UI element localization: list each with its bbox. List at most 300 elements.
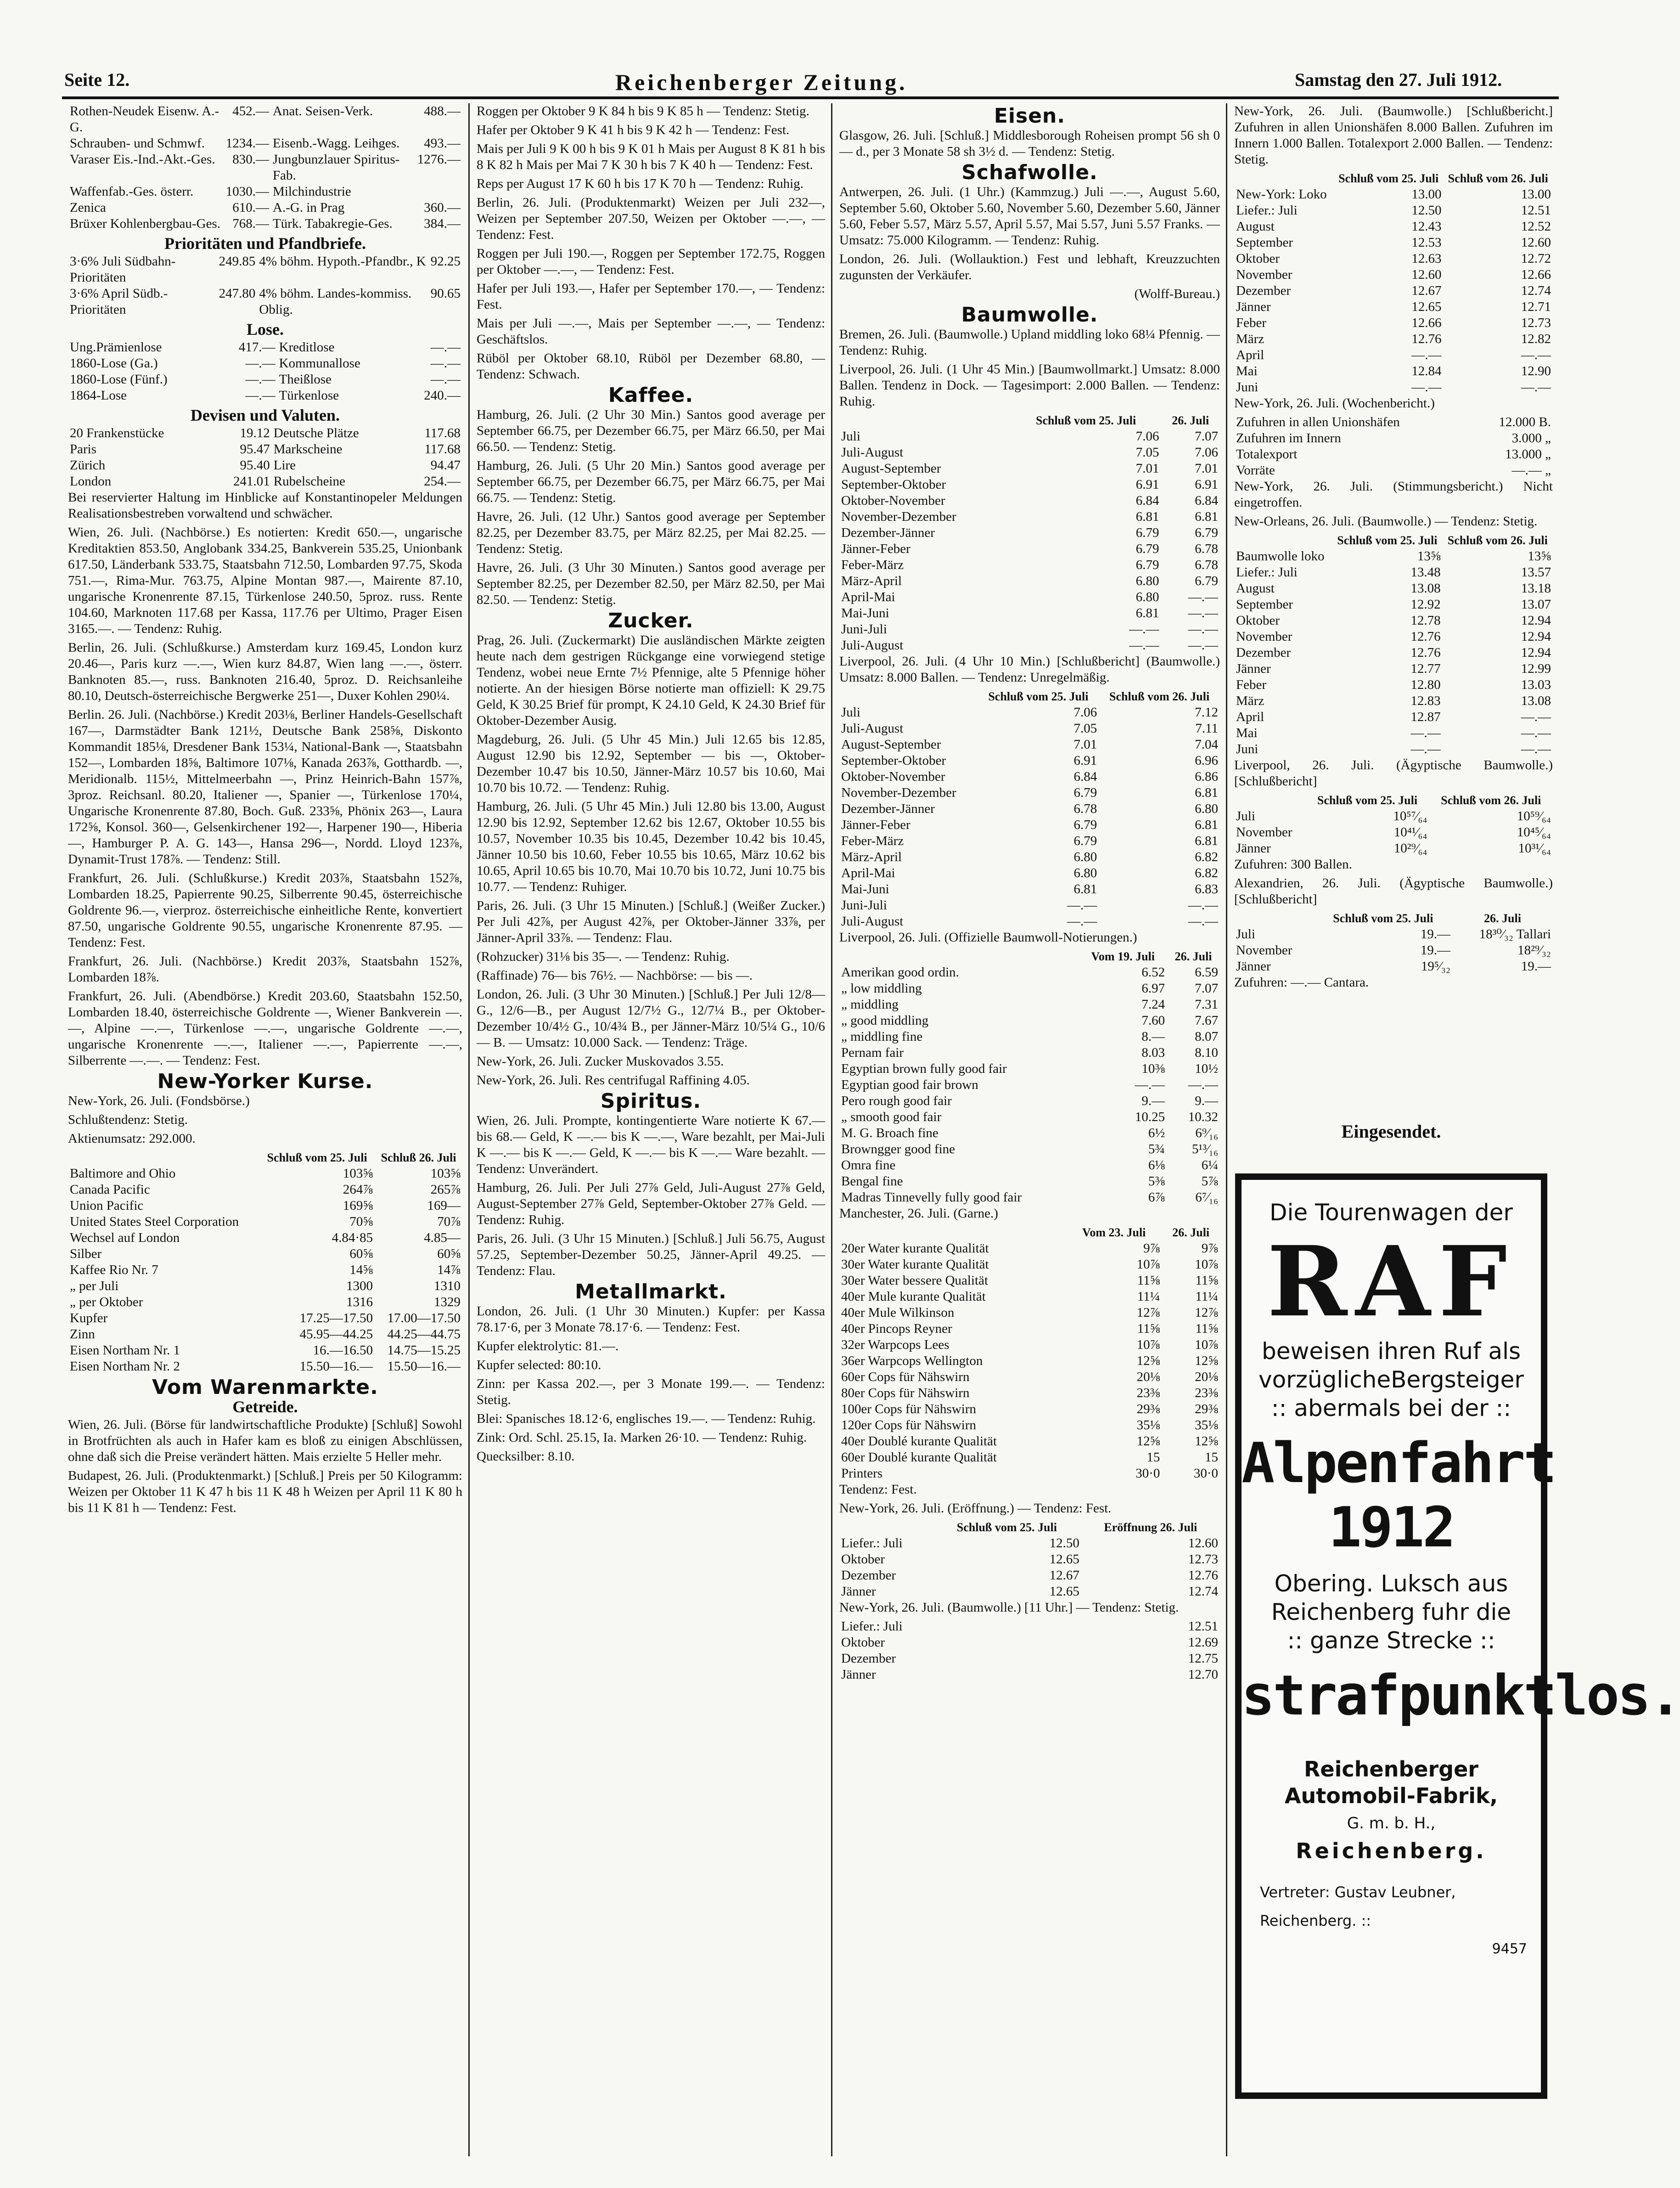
table-cell: Baltimore and Ohio	[70, 1166, 176, 1181]
table-cell: 3.000 „	[1511, 431, 1551, 445]
table-cell: 1316	[346, 1295, 373, 1309]
table-cell: Wechsel auf London	[70, 1230, 180, 1245]
table-row	[68, 474, 462, 490]
table-cell: 19⁵⁄₃₂	[1421, 959, 1451, 974]
table-row	[68, 200, 462, 216]
market-report: Tendenz: Fest.	[839, 1482, 917, 1497]
table-cell: Eisenb.-Wagg. Leihges.	[273, 136, 400, 151]
table-row	[1234, 959, 1553, 975]
table-cell: —.—	[1067, 898, 1097, 913]
table-cell: 12.73	[1521, 316, 1551, 330]
table-cell: 13⅝	[1528, 549, 1551, 564]
table-cell: 4% böhm. Landes-kommiss. Oblig.	[259, 286, 412, 317]
table-cell: Silber	[70, 1246, 102, 1261]
table-cell: Zinn	[70, 1327, 95, 1342]
table-row	[839, 1141, 1220, 1157]
table-row	[839, 541, 1220, 557]
table-cell: Feber	[1236, 677, 1267, 692]
table-row	[68, 1214, 462, 1230]
table-cell: —.—	[245, 372, 275, 387]
table-row	[68, 103, 462, 135]
table-cell: —.—	[1188, 898, 1218, 913]
table-cell: 92.25	[430, 254, 461, 269]
table-row	[839, 1241, 1220, 1257]
table-cell: 6.83	[1195, 882, 1218, 897]
table-cell: 11¼	[1195, 1289, 1218, 1304]
ad-code: 9457	[1492, 1941, 1527, 1957]
market-report: New-York, 26. Juli. Res centrifugal Raffining 4.05.	[477, 1073, 750, 1088]
market-report: Antwerpen, 26. Juli. (1 Uhr.) (Kammzug.) Juli —.—, August 5.60, September 5.60, Oktober 5.60, November 5.60, Dezember 5.60, Jänner 5.60, Feber 5.57, März 5.57, April 5.57, Mai 5.57, Juni 5.57 Franks. — Umsatz: 75.000 Kilogramm. — Tendenz: Ruhig.	[839, 185, 1220, 248]
table-cell: Amerikan good ordin.	[841, 965, 959, 980]
liverpool-close-table	[839, 688, 1220, 930]
table-cell: Waffenfab.-Ges. österr.	[70, 184, 194, 199]
table-row	[839, 1273, 1220, 1289]
table-cell: „ middling	[841, 997, 899, 1012]
table-cell: August	[1236, 219, 1275, 234]
table-cell: September-Oktober	[841, 753, 946, 768]
table-cell: 169—	[427, 1198, 461, 1213]
table-cell: Vorräte	[1236, 463, 1275, 478]
table-row	[839, 589, 1220, 605]
table-cell: 1860-Lose (Fünf.)	[70, 372, 168, 387]
table-header: Schluß vom 25. Juli	[1333, 912, 1433, 925]
table-header	[839, 412, 1011, 429]
table-cell: 6½	[1148, 1126, 1165, 1140]
ad-brand-logo: RAF	[1267, 1225, 1516, 1338]
ny-table	[68, 1150, 462, 1375]
table-cell: 60⅝	[437, 1246, 461, 1261]
table-cell: 6.97	[1141, 981, 1165, 996]
table-row	[839, 573, 1220, 589]
table-cell: 8.—	[1141, 1029, 1165, 1044]
table-cell: 6.79	[1135, 541, 1159, 556]
table-cell: 6.79	[1135, 558, 1159, 572]
table-row	[839, 493, 1220, 509]
table-cell: 6.80	[1073, 850, 1097, 864]
table-cell: Dezember	[841, 1568, 896, 1583]
table-cell: 6.78	[1073, 801, 1097, 816]
table-cell: 10⁴¹⁄₆₄	[1393, 825, 1427, 840]
market-report: Hamburg, 26. Juli. (2 Uhr 30 Min.) Santos good average per September 66.75, per Dezember 66.75, per März 66.50, per Mai 66.50. — Tendenz: Stetig.	[477, 407, 825, 454]
table-row	[1234, 203, 1553, 219]
table-cell: 12.50	[1411, 203, 1442, 218]
table-cell: November	[1236, 825, 1292, 840]
table-cell: 13.07	[1521, 597, 1551, 612]
table-row	[68, 152, 462, 184]
table-cell: August	[1236, 581, 1275, 596]
table-row	[1234, 219, 1553, 235]
table-cell: 12⅞	[1136, 1305, 1160, 1320]
table-cell: 6.86	[1195, 769, 1218, 784]
market-report: (Wolff-Bureau.)	[1134, 287, 1220, 301]
market-report: Wien, 26. Juli. (Börse für landwirtschaftliche Produkte) [Schluß] Sowohl in Brotfrüchten als auch in Hafer kam es bloß zu einigen Abschlüssen, ohne daß sich die Preise verändert hätten. Mais erzielte 5 Heller mehr.	[68, 1417, 462, 1464]
table-header: Schluß vom 25. Juli	[267, 1151, 367, 1164]
table-cell: Jänner	[841, 1667, 876, 1682]
table-cell: September-Oktober	[841, 477, 946, 492]
table-cell: 15	[1205, 1450, 1218, 1465]
table-header	[839, 1519, 933, 1535]
table-row	[68, 286, 462, 318]
market-report: Hafer per Oktober 9 K 41 h bis 9 K 42 h — Tendenz: Fest.	[477, 123, 790, 137]
table-cell: 7.06	[1073, 705, 1097, 720]
table-cell: 7.07	[1195, 429, 1218, 444]
table-cell: 7.05	[1073, 721, 1097, 736]
table-cell: Oktober	[841, 1635, 885, 1650]
table-cell: 19.—	[1420, 943, 1451, 958]
table-cell: Eisen Northam Nr. 2	[70, 1359, 180, 1374]
table-row	[839, 637, 1220, 654]
market-report: Frankfurt, 26. Juli. (Nachbörse.) Kredit 203⅞, Staatsbahn 152⅞, Lombarden 18⅞.	[68, 954, 462, 985]
table-cell: 12.77	[1410, 661, 1441, 676]
table-cell: 95.47	[240, 442, 270, 457]
table-row	[1234, 942, 1553, 959]
table-cell: 169⅝	[343, 1198, 373, 1213]
table-cell: —.—	[1188, 622, 1218, 637]
table-header	[1234, 910, 1314, 926]
table-row	[68, 135, 462, 152]
table-cell: 10⅞	[1195, 1257, 1218, 1272]
table-cell: 12.69	[1188, 1635, 1218, 1650]
table-row	[839, 1077, 1220, 1093]
table-cell: 6.84	[1135, 493, 1159, 508]
ny-opening-table	[839, 1519, 1220, 1600]
table-cell: New-York: Loko	[1236, 187, 1327, 202]
table-cell: 6.81	[1135, 606, 1159, 620]
table-cell: —.—	[1411, 380, 1442, 395]
table-row	[839, 1093, 1220, 1109]
table-row	[839, 849, 1220, 865]
ad-line: Obering. Luksch aus	[1274, 1570, 1508, 1597]
table-cell: 10³¹⁄₆₄	[1518, 841, 1551, 856]
table-cell: —.—	[1521, 380, 1551, 395]
table-cell: 6.81	[1135, 509, 1159, 524]
market-report: New-York, 26. Juli. (Fondsbörse.)	[68, 1094, 250, 1108]
table-cell: 7.12	[1195, 705, 1218, 720]
table-cell: 417.—	[238, 340, 275, 355]
table-cell: 12.73	[1188, 1552, 1218, 1567]
table-cell: 12.80	[1410, 677, 1441, 692]
table-cell: 29⅜	[1136, 1402, 1160, 1416]
header-rule	[62, 96, 1559, 99]
table-row	[839, 1551, 1220, 1568]
table-cell: 6.80	[1195, 801, 1218, 816]
table-cell: Oktober	[1236, 613, 1280, 628]
table-row	[839, 1061, 1220, 1077]
table-cell: 12.60	[1188, 1536, 1218, 1551]
table-cell: Dezember	[1236, 645, 1291, 660]
table-row	[68, 1342, 462, 1359]
table-cell: 7.01	[1073, 737, 1097, 752]
table-row	[1234, 299, 1553, 315]
table-cell: „ per Juli	[70, 1279, 119, 1293]
table-row	[839, 1433, 1220, 1449]
table-cell: 30er Water bessere Qualität	[841, 1273, 989, 1288]
table-row	[1234, 564, 1553, 581]
ad-line: beweisen ihren Ruf als	[1261, 1338, 1521, 1365]
table-cell: Oktober-November	[841, 769, 945, 784]
table-cell: 12⅝	[1136, 1434, 1160, 1449]
table-cell: Liefer.: Juli	[1236, 203, 1298, 218]
table-cell: 13.000 „	[1505, 447, 1551, 462]
table-cell: 3·6% Juli Südbahn-Prioritäten	[70, 254, 176, 285]
table-cell: 80er Cops für Nähswirn	[841, 1386, 970, 1400]
table-cell: 1300	[346, 1279, 373, 1293]
column-1	[64, 103, 466, 2156]
table-row	[1234, 741, 1553, 757]
table-cell: Jungbunzlauer Spiritus-Fab.	[273, 152, 400, 183]
table-cell: Anat. Seisen-Verk.	[273, 104, 373, 118]
table-cell: Juli-August	[841, 445, 904, 460]
table-cell: 13.48	[1410, 565, 1441, 580]
market-report: Paris, 26. Juli. (3 Uhr 15 Minuten.) [Schluß.] (Weißer Zucker.) Per Juli 42⅞, per August 42⅞, per Oktober-Jänner 33⅞, per Jänner-April 33⅞. — Tendenz: Flau.	[477, 898, 825, 945]
section-title: Kaffee.	[608, 383, 694, 407]
table-cell: 12.51	[1521, 203, 1551, 218]
table-cell: 12.94	[1521, 645, 1551, 660]
table-cell: 13.00	[1521, 187, 1551, 202]
table-row	[1234, 840, 1553, 857]
table-cell: 103⅝	[343, 1166, 373, 1181]
table-cell: 44.25—44.75	[387, 1327, 461, 1342]
market-report: Alexandrien, 26. Juli. (Ägyptische Baumwolle.) [Schlußbericht]	[1234, 876, 1553, 907]
table-row	[839, 981, 1220, 997]
page-number: Seite 12.	[64, 69, 130, 90]
table-header: Schluß vom 26. Juli	[1441, 794, 1541, 807]
market-report: Berlin, 26. Juli. (Schlußkurse.) Amsterdam kurz 169.45, London kurz 20.46—, Paris kurz —.—, Wien kurz 84.87, Wien lang —.—, österr. Banknoten 85.—, russ. Banknoten 216.40, 5proz. D. Reichsanleihe 80.10, Deutsch-österreichische Bergwerke 251—, Duxer Kohlen 290¼.	[68, 640, 462, 703]
alexandria-table	[1234, 910, 1553, 975]
table-row	[839, 445, 1220, 461]
market-report: Manchester, 26. Juli. (Garne.)	[839, 1206, 998, 1221]
table-cell: Deutsche Plätze	[273, 426, 359, 440]
table-cell: 5⅜	[1148, 1174, 1165, 1189]
table-cell: 6.81	[1195, 818, 1218, 832]
column-4	[1231, 103, 1556, 1114]
table-header: Schluß vom 25. Juli	[1338, 172, 1439, 185]
table-cell: 6.96	[1195, 753, 1218, 768]
table-cell: 14⅝	[349, 1263, 373, 1277]
table-row	[839, 477, 1220, 493]
table-cell: —.—	[1410, 726, 1441, 740]
new-orleans-table	[1234, 532, 1553, 757]
section-title: Prioritäten und Pfandbriefe.	[164, 234, 366, 253]
table-cell: M. G. Broach fine	[841, 1126, 938, 1140]
market-report: Berlin, 26. Juli. (Produktenmarkt) Weizen per Juli 232—, Weizen per September 207.50, Weizen per Oktober —.—, — Tendenz: Fest.	[477, 195, 825, 242]
ad-company-form: G. m. b. H.,	[1347, 1814, 1436, 1833]
table-row	[1234, 693, 1553, 709]
table-cell: 17.25—17.50	[299, 1311, 373, 1325]
table-row	[68, 372, 462, 388]
table-cell: 12.92	[1410, 597, 1441, 612]
table-header	[1234, 170, 1334, 186]
market-report: Liverpool, 26. Juli. (4 Uhr 10 Min.) [Schlußbericht] (Baumwolle.) Umsatz: 8.000 Ballen. — Tendenz: Unregelmäßig.	[839, 654, 1220, 685]
table-cell: 12.74	[1521, 283, 1551, 298]
table-cell: Schrauben- und Schmwf.	[70, 136, 205, 151]
market-report: Wien, 26. Juli. Prompte, kontingentierte Ware notierte K 67.— bis 68.— Geld, K —.— bis K —.—, Ware bezahlt, per Mai-Juli K —.— bis K —.— Geld, K —.— bis K —.— Ware bezahlt. — Tendenz: Unverändert.	[477, 1113, 825, 1176]
market-report: Liverpool, 26. Juli. (Offizielle Baumwoll-Notierungen.)	[839, 930, 1137, 945]
table-header: Schluß vom 25. Juli	[956, 1521, 1057, 1534]
table-cell: 12.000 B.	[1499, 415, 1551, 429]
table-cell: 117.68	[424, 426, 461, 440]
section-title: Spiritus.	[600, 1089, 702, 1113]
ad-representative: Vertreter: Gustav Leubner, Reichenberg. ::	[1260, 1883, 1456, 1929]
table-cell: 10⁵⁷⁄₆₄	[1393, 809, 1427, 823]
table-row	[839, 1651, 1220, 1667]
table-cell: 20er Water kurante Qualität	[841, 1241, 989, 1256]
table-cell: —.—	[1521, 710, 1551, 724]
ad-line: :: abermals bei der ::	[1271, 1395, 1511, 1421]
table-cell: 12.67	[1049, 1568, 1079, 1583]
market-report: Schlußtendenz: Stetig.	[68, 1112, 188, 1127]
table-cell: Zufuhren im Innern	[1236, 431, 1341, 445]
table-cell: 10⅜	[1141, 1061, 1165, 1076]
table-cell: Eisen Northam Nr. 1	[70, 1343, 180, 1358]
table-cell: 29⅜	[1195, 1402, 1218, 1416]
table-cell: April-Mai	[841, 866, 895, 880]
table-cell: 12.94	[1521, 613, 1551, 628]
table-row	[1234, 414, 1553, 430]
table-cell: Juni-Juli	[841, 622, 887, 637]
table-cell: Liefer.: Juli	[841, 1619, 903, 1634]
table-row	[1234, 363, 1553, 379]
market-report: Blei: Spanisches 18.12·6, englisches 19.—. — Tendenz: Ruhig.	[477, 1411, 816, 1426]
table-cell: Omra fine	[841, 1158, 896, 1173]
column-2	[473, 103, 829, 2156]
table-row	[1234, 581, 1553, 597]
table-cell: 40er Doublé kurante Qualität	[841, 1434, 997, 1449]
table-row	[68, 1166, 462, 1182]
table-cell: Ung.Prämienlose	[70, 340, 162, 355]
table-cell: 10²⁹⁄₆₄	[1393, 841, 1427, 856]
table-cell: 19.—	[1420, 927, 1451, 942]
table-cell: 6.84	[1195, 493, 1218, 508]
table-cell: 6⅛	[1148, 1158, 1165, 1173]
table-row	[839, 1321, 1220, 1337]
table-cell: 1864-Lose	[70, 388, 127, 403]
table-cell: 6⁷⁄₁₆	[1195, 1190, 1218, 1205]
table-row	[68, 1198, 462, 1214]
table-cell: 12.87	[1410, 710, 1441, 724]
table-cell: 6⅞	[1148, 1190, 1165, 1205]
ny-weekly-table	[1234, 414, 1553, 479]
table-row	[68, 1182, 462, 1198]
table-row	[68, 254, 462, 286]
table-cell: 6.82	[1195, 866, 1218, 880]
table-row	[1234, 251, 1553, 267]
table-cell: 11⅝	[1137, 1273, 1160, 1288]
table-cell: Jänner	[841, 1584, 876, 1599]
table-cell: 10.25	[1135, 1110, 1165, 1124]
table-cell: 30·0	[1135, 1466, 1160, 1481]
table-cell: 12.65	[1411, 299, 1442, 314]
table-cell: Juli-August	[841, 638, 904, 653]
table-row	[68, 1359, 462, 1375]
table-row	[839, 1369, 1220, 1385]
table-row	[839, 1045, 1220, 1061]
table-cell: 8.03	[1141, 1045, 1165, 1060]
table-cell: 12.99	[1521, 661, 1551, 676]
table-cell: November-Dezember	[841, 509, 956, 524]
market-report: Wien, 26. Juli. (Nachbörse.) Es notierten: Kredit 650.—, ungarische Kreditaktien 853.50, Anglobank 334.25, Bankverein 535.25, Unionbank 617.50, Länderbank 533.75, Staatsbahn 712.50, Lombarden 97.75, Skoda 751.—, Rima-Mur. 763.75, Alpine Montan 987.—, Mairente 87.10, ungarische Kronenrente 87.15, Türkenlose 240.50, 5proz. russ. Rente 104.60, Marknoten 117.68 per Kassa, 117.76 per Ultimo, Prager Eisen 3165.—. — Tendenz: Ruhig.	[68, 525, 462, 636]
table-cell: 264⅞	[343, 1182, 373, 1197]
table-cell: 12.71	[1521, 299, 1551, 314]
table-cell: 94.47	[430, 458, 461, 473]
table-cell: „ per Oktober	[70, 1295, 143, 1309]
table-cell: 7.31	[1195, 997, 1218, 1012]
table-cell: 12.90	[1521, 364, 1551, 378]
market-report: Bremen, 26. Juli. (Baumwolle.) Upland middling loko 68¼ Pfennig. — Tendenz: Ruhig.	[839, 327, 1220, 358]
table-cell: 12.72	[1521, 251, 1551, 266]
table-cell: 13.57	[1521, 565, 1551, 580]
table-row	[68, 1230, 462, 1246]
ad-city: Reichenberg.	[1296, 1838, 1487, 1863]
table-cell: 7.24	[1141, 997, 1165, 1012]
table-cell: 40er Pincops Reyner	[841, 1321, 952, 1336]
table-cell: 6.81	[1073, 882, 1097, 897]
table-cell: 9⅞	[1143, 1241, 1160, 1256]
market-report: New-York, 26. Juli. (Stimmungsbericht.) Nicht eingetroffen.	[1234, 479, 1553, 510]
table-cell: 610.—	[232, 200, 270, 215]
table-cell: 12.52	[1521, 219, 1551, 234]
market-report: Kupfer selected: 80:10.	[477, 1358, 601, 1372]
table-cell: 1329	[434, 1295, 461, 1309]
table-row	[1234, 430, 1553, 446]
table-cell: 6.81	[1195, 785, 1218, 800]
table-cell: Jänner-Feber	[841, 541, 910, 556]
table-cell: 12.94	[1521, 629, 1551, 644]
table-cell: 830.—	[232, 152, 270, 167]
masthead: Reichenberger Zeitung.	[615, 69, 908, 95]
market-report: Roggen per Oktober 9 K 84 h bis 9 K 85 h — Tendenz: Stetig.	[477, 104, 809, 118]
table-cell: 12.65	[1049, 1584, 1079, 1599]
table-row	[839, 1190, 1220, 1206]
table-cell: 11⅝	[1195, 1273, 1218, 1288]
table-row	[1234, 926, 1553, 942]
table-cell: 12.83	[1410, 694, 1441, 708]
table-cell: 35⅛	[1136, 1418, 1160, 1432]
market-report: Prag, 26. Juli. (Zuckermarkt) Die ausländischen Märkte zeigten heute nach dem gestrigen Rückgange eine vorwiegend stetige Tendenz, wobei neue Ernte 7½ Pfennige, alte 5 Pfennige höher notierte. An der hiesigen Börse notierte man offiziell: K 29.75 Geld, K 30.25 Brief für prompt, K 24.10 Geld, K 24.30 Brief für Oktober-Dezember Ausig.	[477, 633, 825, 728]
table-cell: Brüxer Kohlenbergbau-Ges.	[70, 216, 221, 231]
market-report: (Rohzucker) 31⅛ bis 35—. — Tendenz: Ruhig.	[477, 949, 730, 964]
table-row	[68, 425, 462, 441]
market-report: Zufuhren: —.— Cantara.	[1234, 975, 1369, 990]
table-cell: 384.—	[424, 216, 461, 231]
table-cell: 12.65	[1049, 1552, 1079, 1567]
table-cell: 13.08	[1521, 694, 1551, 708]
table-cell: 6.79	[1195, 574, 1218, 588]
table-cell: Feber-März	[841, 834, 904, 848]
table-cell: März	[1236, 694, 1264, 708]
market-report: London, 26. Juli. (Wollauktion.) Fest und lebhaft, Kreuzzuchten zugunsten der Verkäufer.	[839, 252, 1220, 282]
table-row	[839, 1173, 1220, 1190]
column-3	[836, 103, 1224, 2156]
table-cell: 12.50	[1049, 1536, 1079, 1551]
table-cell: 11⅝	[1195, 1321, 1218, 1336]
section-title: Zucker.	[608, 609, 694, 632]
table-row	[839, 865, 1220, 881]
table-row	[68, 1278, 462, 1294]
table-cell: „ good middling	[841, 1013, 929, 1028]
table-header: Schluß vom 25. Juli	[1337, 534, 1438, 547]
column-divider	[831, 103, 832, 2156]
table-cell: 19.12	[240, 426, 270, 440]
market-report: Frankfurt, 26. Juli. (Schlußkurse.) Kredit 203⅞, Staatsbahn 152⅞, Lombarden 18.25, Papierrente 90.25, Silberrente 90.45, österreichische Goldrente 96.—, vierproz. österreichische einheitliche Rente, konvertiert 87.50, ungarische Goldrente 90.55, ungarische Kronenrente 87.95. — Tendenz: Fest.	[68, 871, 462, 950]
table-cell: November-Dezember	[841, 785, 956, 800]
table-cell: Juli	[841, 429, 860, 444]
table-cell: Bengal fine	[841, 1174, 903, 1189]
table-header: Schluß vom 25. Juli	[1317, 794, 1418, 807]
table-cell: 6.80	[1135, 574, 1159, 588]
table-cell: Mai	[1236, 726, 1258, 740]
table-row	[839, 509, 1220, 525]
